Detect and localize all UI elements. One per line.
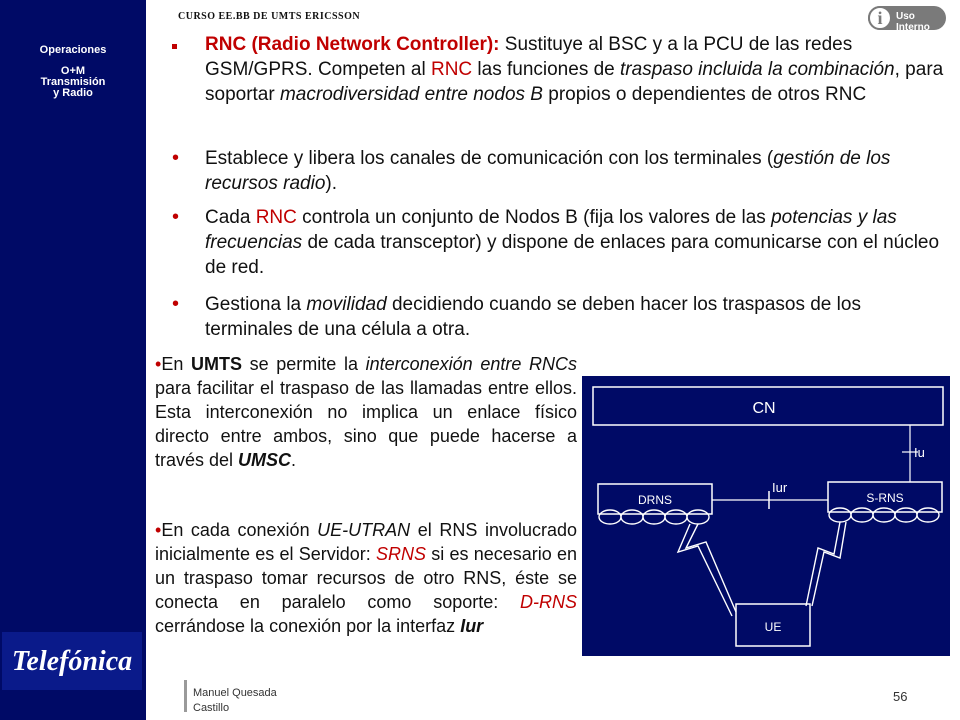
bullet-dot-icon: •	[155, 520, 162, 540]
radio-link-srns-ue	[806, 522, 846, 606]
sidebar-title-line4: y Radio	[53, 87, 93, 99]
bullet-channels: Establece y libera los canales de comunicación con los terminales (gestión de los recursos radio).	[205, 148, 891, 194]
paragraph-rnc-interconnection: •En UMTS se permite la interconexión entre RNCs para facilitar el traspaso de las llamadas entre ellos. Esta interconexión no implica un enlace físico directo entre ambos, sino que puede hacerse a través del UMSC.	[155, 354, 577, 470]
author-line1: Manuel Quesada	[193, 687, 277, 699]
page-number: 56	[893, 689, 908, 704]
bullet-dot-icon: •	[172, 206, 180, 228]
utran-diagram	[582, 376, 950, 656]
bullet-dot-icon: •	[172, 147, 180, 169]
iu-label: Iu	[914, 445, 925, 460]
info-icon: i	[868, 6, 892, 30]
bullet-dot-icon: •	[155, 354, 162, 374]
utran-diagram-svg	[582, 376, 950, 656]
square-bullet-icon	[172, 44, 177, 49]
sidebar-title-line1: Operaciones	[39, 44, 107, 56]
paragraph-serving-rns: •En cada conexión UE-UTRAN el RNS involucrado inicialmente es el Servidor: SRNS si es necesario en un traspaso tomar recursos de otro RNS, éste se conecta en paralelo como soporte: D-RNS cerrándose la conexión por la interfaz Iur	[155, 520, 577, 636]
bullet-dot-icon: •	[172, 293, 180, 315]
bullet-mobility: Gestiona la movilidad decidiendo cuando se deben hacer los traspasos de los terminales de una célula a otra.	[205, 294, 861, 340]
drns-label: DRNS	[637, 493, 673, 507]
iur-label: Iur	[772, 480, 788, 495]
footer-divider	[184, 680, 187, 712]
cn-label: CN	[752, 400, 776, 417]
sidebar	[0, 0, 146, 720]
sidebar-title-line3: Transmisión	[40, 76, 106, 88]
course-title: CURSO EE.BB DE UMTS ERICSSON	[178, 11, 361, 22]
author-line2: Castillo	[193, 702, 230, 714]
sidebar-title-line2: O+M	[60, 65, 86, 77]
internal-use-badge	[868, 6, 946, 33]
logo-text: Telefónica	[11, 646, 133, 677]
ue-label: UE	[764, 620, 782, 634]
telefonica-logo	[2, 632, 142, 690]
bullet-nodes-b: Cada RNC controla un conjunto de Nodos B (fija los valores de las potencias y las frecuencias de cada transceptor) y dispone de enlaces para comunicarse con el núcleo de red.	[205, 207, 940, 278]
rnc-heading: RNC (Radio Network Controller):	[205, 34, 500, 55]
bullet-rnc-definition: RNC (Radio Network Controller): Sustituye al BSC y a la PCU de las redes GSM/GPRS. Competen al RNC las funciones de traspaso incluida la combinación, para soportar macrodiversidad entre nodos B propios o dependientes de otros RNC	[205, 34, 944, 105]
author	[193, 686, 277, 716]
radio-link-drns-ue	[678, 524, 736, 616]
badge-label: Uso Interno	[896, 11, 930, 33]
srns-label: S-RNS	[866, 491, 904, 505]
